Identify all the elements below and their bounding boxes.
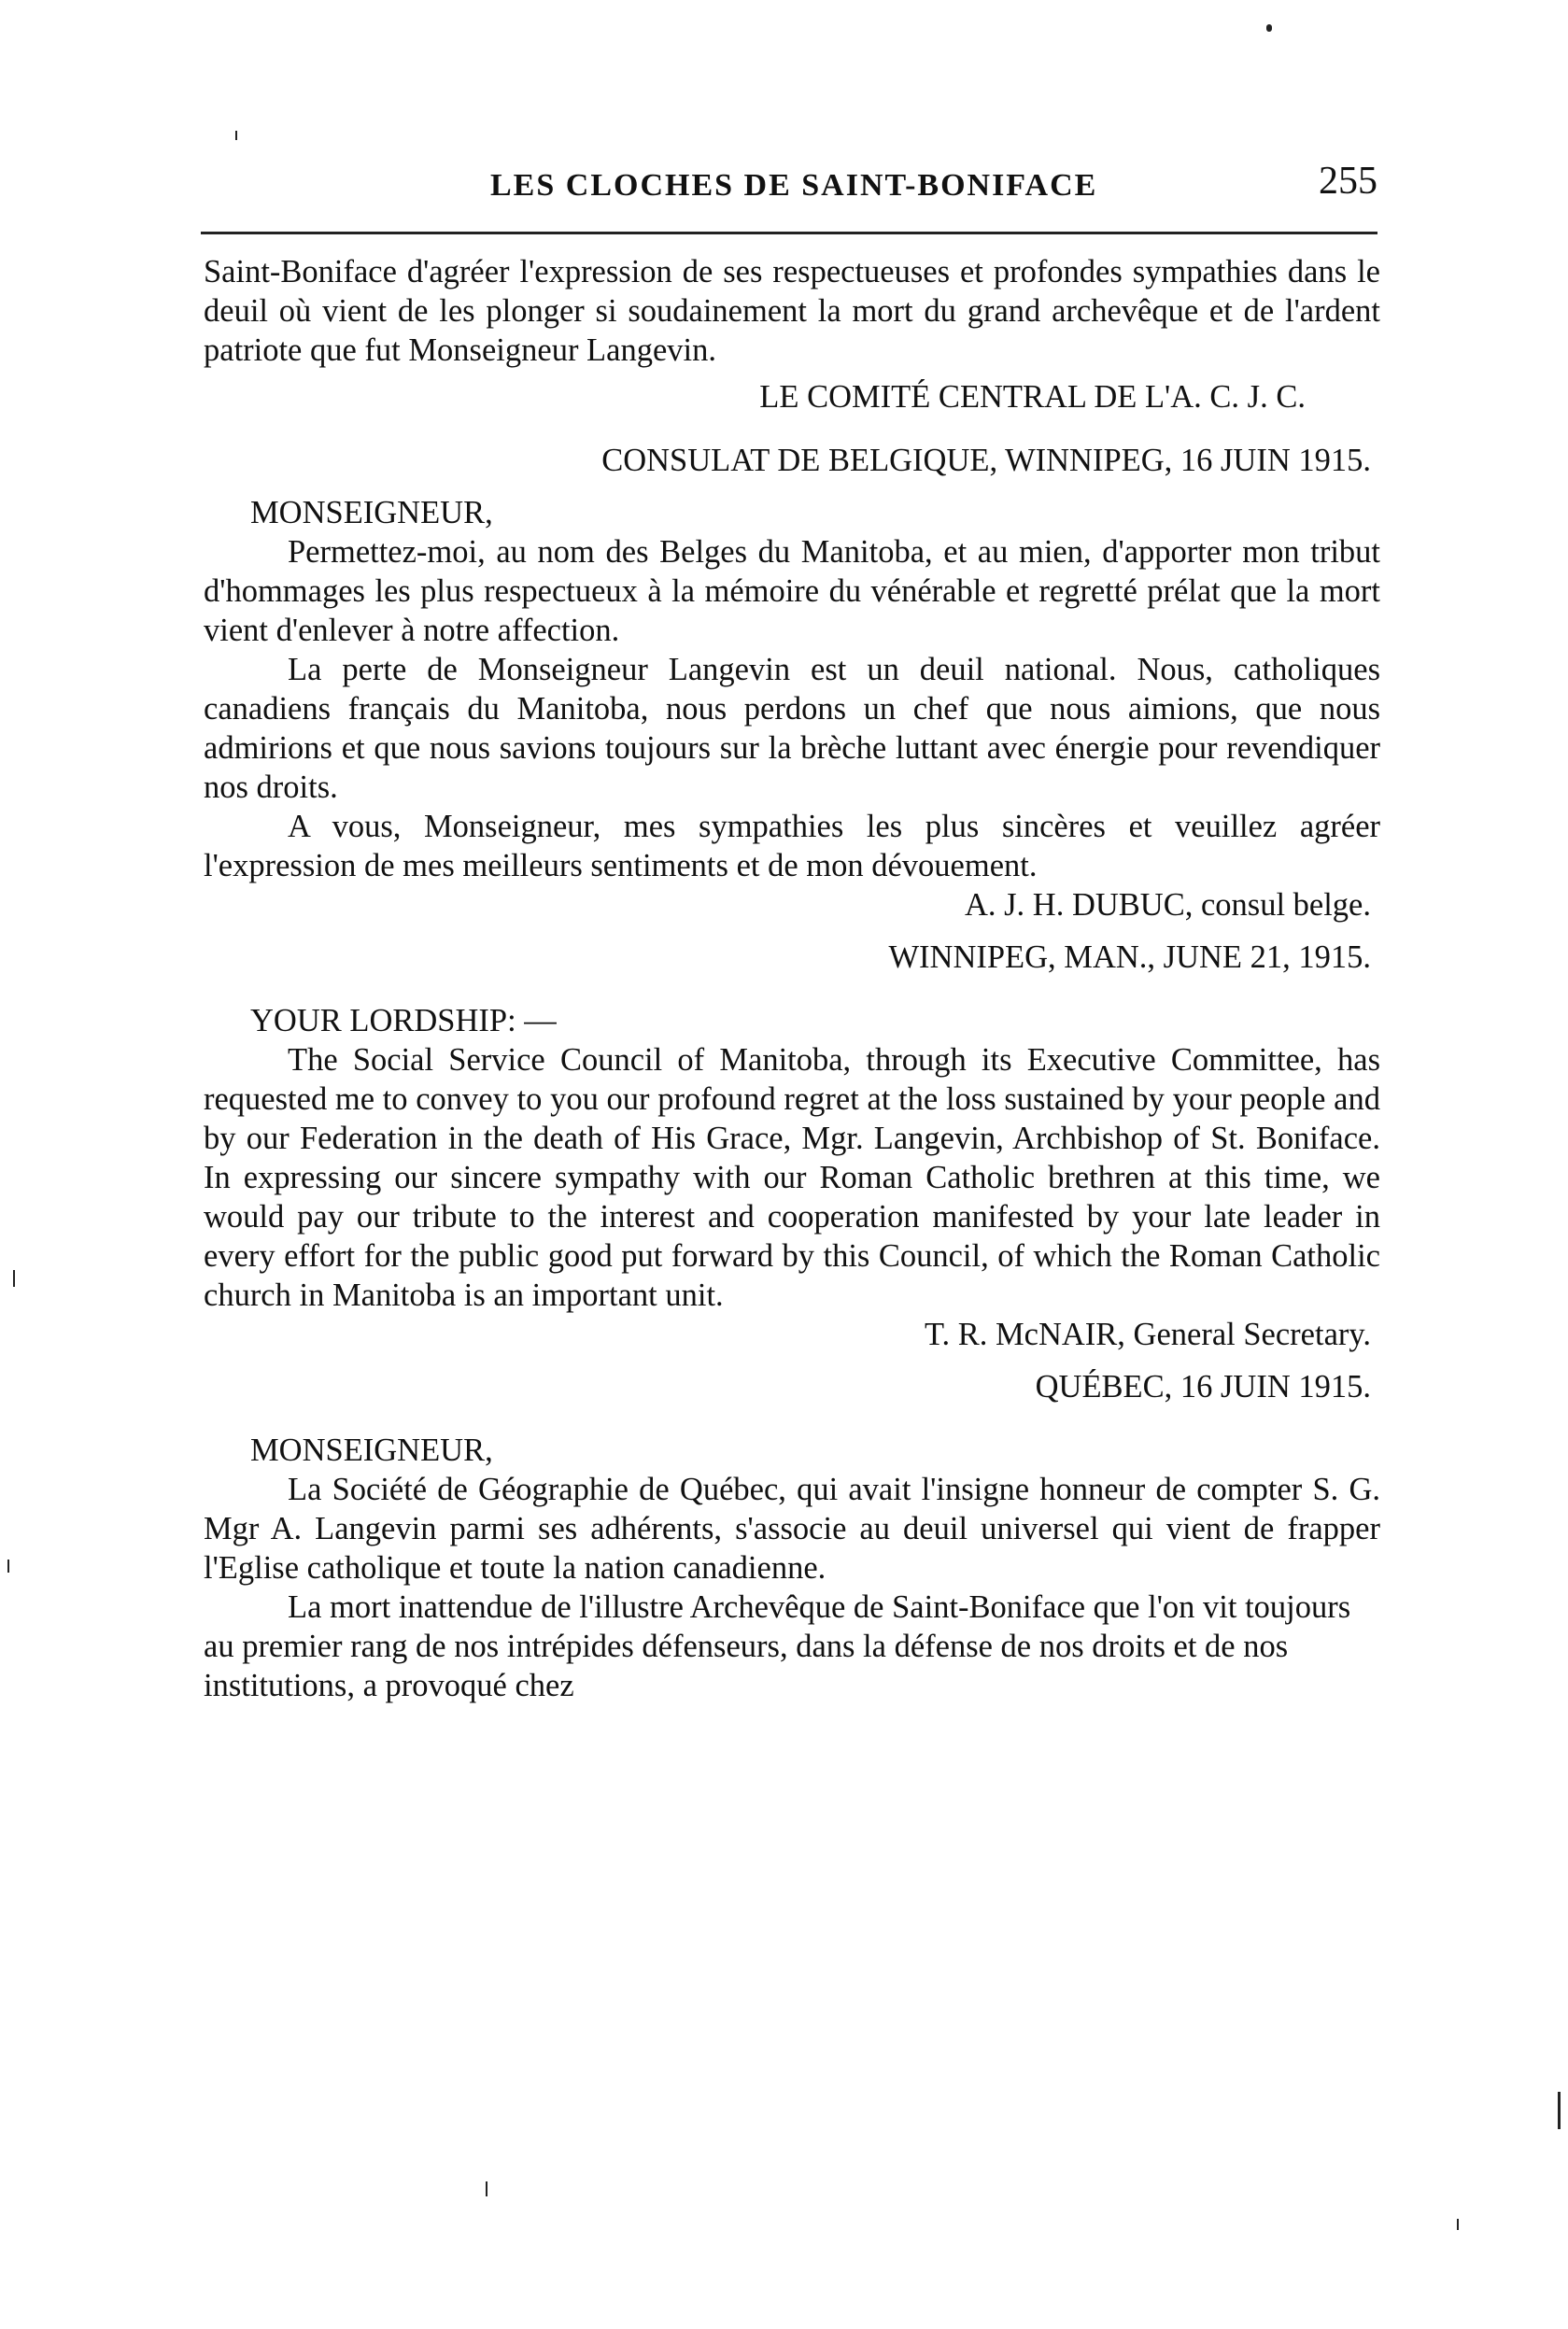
letter-paragraph: La Société de Géographie de Québec, qui avait l'insigne honneur de compter S. G. Mgr A. Langevin parmi ses adhérents, s'associe au deuil universel qui vient de frapper l'Eglise catholique et toute la nation canadienne. [204,1472,1380,1586]
letter-paragraph: Saint-Boniface d'agréer l'expression de ses respectueuses et profondes sympathies dans le deuil où vient de les plonger si soudainement la mort du grand archevêque et de l'ardent patriote que fut Monseigneur Langevin. [204,254,1380,368]
page-body [204,252,1380,1705]
running-head [201,159,1387,215]
letter-paragraph: La mort inattendue de l'illustre Archevêque de Saint-Boniface que l'on vit toujours au premier rang de nos intrépides défenseurs, dans la défense de nos droits et de nos institutions, a provoqué chez [204,1589,1351,1703]
letter-salutation: YOUR LORDSHIP: — [250,1003,557,1038]
scan-speck [1558,2092,1561,2129]
letter-paragraph: Permettez-moi, au nom des Belges du Manitoba, et au mien, d'apporter mon tribut d'hommages les plus respectueux à la mémoire du vénérable et regretté prélat que la mort vient d'enlever à notre affection. [204,534,1380,648]
letter-dateline: WINNIPEG, MAN., JUNE 21, 1915. [888,939,1371,975]
letter-consulat-belgique [204,441,1380,925]
letter-paragraph: The Social Service Council of Manitoba, through its Executive Committee, has requested me to convey to you our profound regret at the loss sustained by your people and by our Federation in the death of His Grace, Mgr. Langevin, Archbishop of St. Boniface. In expressing our sincere sympathy with our Roman Catholic brethren at this time, we would pay our tribute to the interest and cooperation manifested by your late leader in every effort for the public good put forward by this Council, of which the Roman Catholic church in Manitoba is an important unit. [204,1042,1380,1313]
scan-speck [1457,2219,1459,2230]
letter-paragraph: A vous, Monseigneur, mes sympathies les plus sincères et veuillez agréer l'expression de mes meilleurs sentiments et de mon dévouement. [204,809,1380,883]
header-rule [201,232,1377,234]
running-title: LES CLOCHES DE SAINT-BONIFACE [490,168,1098,203]
scan-speck [1266,24,1272,32]
letter-signature: LE COMITÉ CENTRAL DE L'A. C. J. C. [759,379,1306,415]
letter-paragraph: La perte de Monseigneur Langevin est un deuil national. Nous, catholiques canadiens français du Manitoba, nous perdons un chef que nous aimions, que nous admirions et que nous savions toujours sur la brèche luttant avec énergie pour revendiquer nos droits. [204,652,1380,805]
page-number: 255 [1319,160,1377,203]
letter-salutation: MONSEIGNEUR, [250,1433,493,1468]
letter-dateline: QUÉBEC, 16 JUIN 1915. [1035,1369,1371,1404]
scan-speck [235,131,237,140]
letter-societe-geographie [204,1367,1380,1705]
scan-speck [13,1270,15,1287]
letter-social-service-council [204,938,1380,1354]
scan-speck [486,2181,487,2196]
letter-signature: A. J. H. DUBUC, consul belge. [964,887,1371,923]
scan-speck [7,1560,9,1573]
letter-signature: T. R. McNAIR, General Secretary. [924,1317,1371,1352]
letter-dateline: CONSULAT DE BELGIQUE, WINNIPEG, 16 JUIN 1915. [601,443,1371,478]
letter-acjc [204,252,1380,416]
letter-salutation: MONSEIGNEUR, [250,495,493,530]
